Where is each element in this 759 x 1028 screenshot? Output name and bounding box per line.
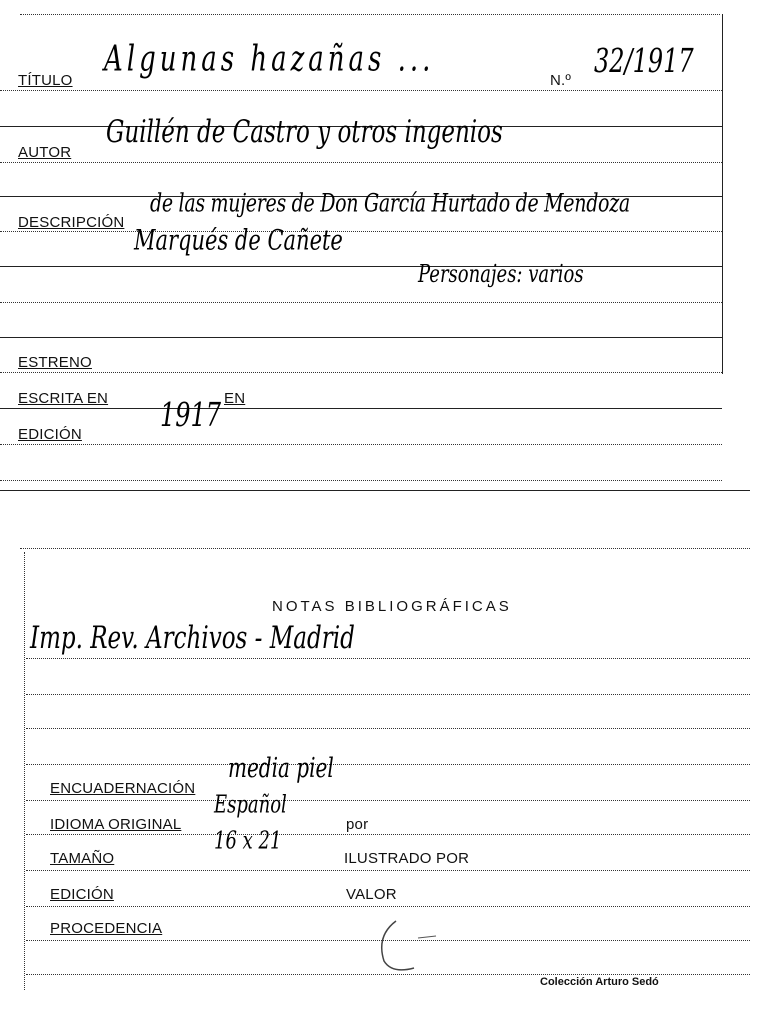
rule-line bbox=[0, 162, 722, 163]
title-label: TÍTULO bbox=[18, 72, 73, 89]
number-value: 32/1917 bbox=[594, 42, 694, 80]
binding-value: media piel bbox=[228, 751, 334, 784]
description-label: DESCRIPCIÓN bbox=[18, 214, 125, 231]
provenance-label: PROCEDENCIA bbox=[50, 920, 163, 937]
notes-line-1: Imp. Rev. Archivos - Madrid bbox=[30, 620, 355, 656]
catalog-card-front bbox=[0, 0, 759, 492]
rule-line bbox=[0, 90, 722, 91]
card-bottom-border bbox=[0, 490, 750, 491]
rule-line bbox=[0, 302, 722, 303]
card-top-edge bbox=[20, 14, 720, 15]
original-language-value: Español bbox=[214, 790, 287, 819]
rule-line bbox=[26, 658, 750, 659]
size-value: 16 x 21 bbox=[214, 826, 282, 855]
rule-line bbox=[26, 728, 750, 729]
catalog-card-notes bbox=[0, 548, 759, 1028]
author-value: Guillén de Castro y otros ingenios bbox=[106, 114, 503, 150]
rule-line bbox=[26, 694, 750, 695]
rule-line bbox=[0, 231, 722, 232]
rule-line bbox=[0, 444, 722, 445]
author-label: AUTOR bbox=[18, 144, 72, 161]
rule-line bbox=[0, 337, 722, 338]
rule-line bbox=[26, 800, 750, 801]
rule-line bbox=[26, 834, 750, 835]
title-value: Algunas hazañas ... bbox=[104, 39, 435, 80]
written-in-label: ESCRITA EN bbox=[18, 390, 109, 407]
collection-credit: Colección Arturo Sedó bbox=[540, 976, 659, 988]
size-label: TAMAÑO bbox=[50, 850, 115, 867]
number-label: N.º bbox=[550, 72, 572, 89]
value-label: VALOR bbox=[346, 886, 397, 903]
description-value-1: de las mujeres de Don García Hurtado de Mendoza bbox=[150, 188, 630, 218]
illustrated-by-label: ILUSTRADO POR bbox=[344, 850, 470, 867]
in-label: EN bbox=[224, 390, 246, 407]
rule-line bbox=[0, 480, 722, 481]
notes-heading: NOTAS BIBLIOGRÁFICAS bbox=[272, 598, 512, 615]
stamp-mark bbox=[374, 916, 444, 976]
edition-label: EDICIÓN bbox=[50, 886, 114, 903]
original-language-label: IDIOMA ORIGINAL bbox=[50, 816, 182, 833]
rule-line bbox=[0, 266, 722, 267]
edition-value: 1917 bbox=[160, 396, 222, 434]
rule-line bbox=[26, 906, 750, 907]
card-right-border bbox=[722, 14, 723, 374]
card-top-edge bbox=[20, 548, 750, 549]
binding-label: ENCUADERNACIÓN bbox=[50, 780, 196, 797]
rule-line bbox=[26, 764, 750, 765]
rule-line bbox=[0, 372, 722, 373]
description-value-2: Marqués de Cañete bbox=[134, 223, 343, 256]
rule-line bbox=[0, 408, 722, 409]
premiere-label: ESTRENO bbox=[18, 354, 92, 371]
by-label: por bbox=[346, 816, 369, 833]
rule-line bbox=[26, 870, 750, 871]
edition-label: EDICIÓN bbox=[18, 426, 82, 443]
description-value-3: Personajes: varios bbox=[418, 260, 584, 289]
card-left-border bbox=[24, 552, 25, 990]
